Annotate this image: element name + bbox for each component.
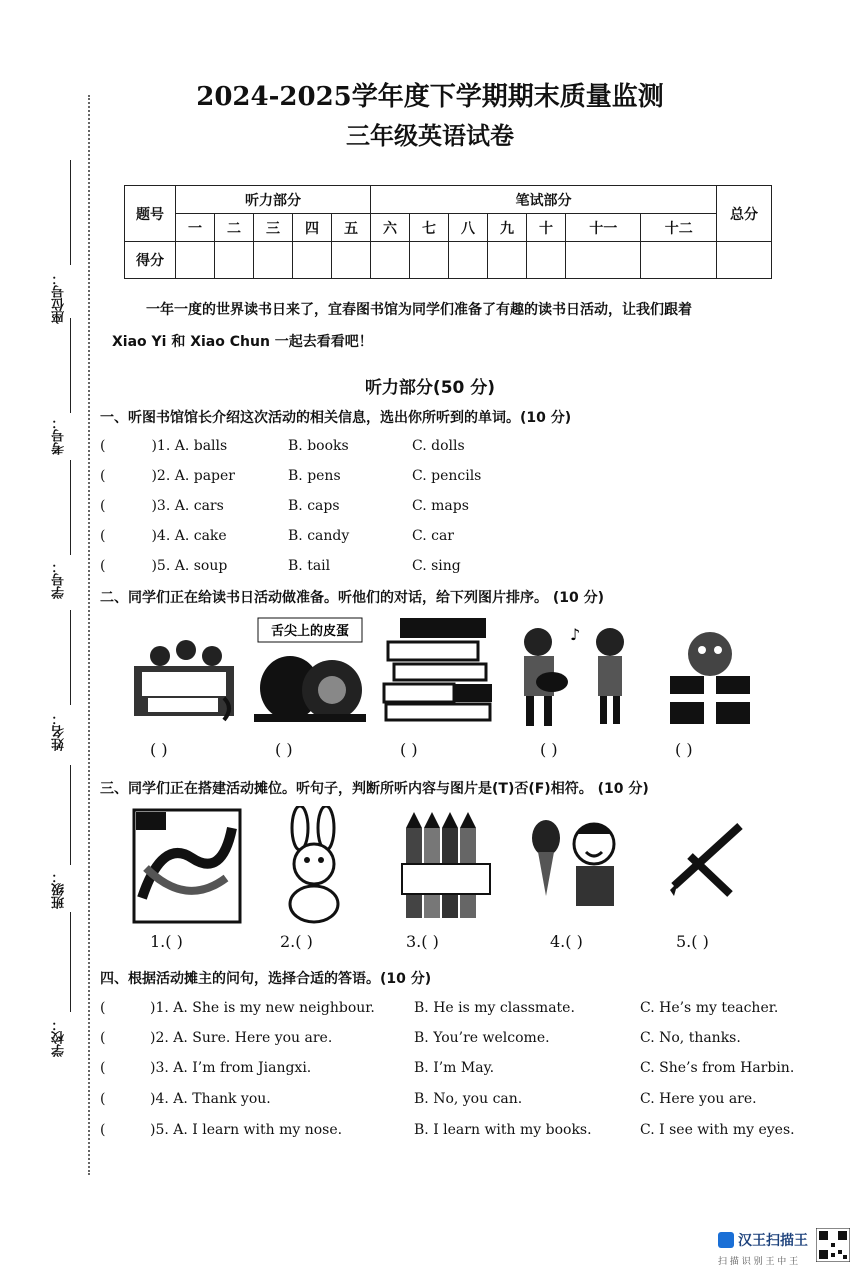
- q5-option-a: )5. A. soup: [151, 558, 228, 574]
- intro-paragraph: [112, 294, 802, 358]
- q4-option-b: B. candy: [288, 528, 350, 544]
- part1-q1: [100, 438, 227, 454]
- q2-option-b: B. pens: [288, 468, 341, 484]
- q3-option-b: B. caps: [288, 498, 340, 514]
- q1-option-b: B. books: [288, 438, 349, 454]
- column-header: 二: [215, 214, 254, 242]
- q4-1-option-b: B. He is my classmate.: [414, 1000, 575, 1016]
- preserved-eggs-caption: 舌尖上的皮蛋: [270, 624, 350, 639]
- answer-blank[interactable]: (: [100, 1030, 106, 1046]
- column-header: 四: [293, 214, 332, 242]
- q4-1-option-c: C. He’s my teacher.: [640, 1000, 779, 1016]
- q1-option-a: )1. A. balls: [151, 438, 228, 454]
- tf-blank-5[interactable]: 5.( ): [676, 932, 709, 951]
- q2-option-a: )2. A. paper: [151, 468, 235, 484]
- answer-blank[interactable]: (: [100, 468, 106, 484]
- qr-code-icon: [816, 1228, 850, 1262]
- q1-option-c: C. dolls: [412, 438, 465, 454]
- student-id-line: [70, 460, 71, 555]
- q4-4-option-a: )4. A. Thank you.: [150, 1091, 271, 1107]
- score-cell[interactable]: [641, 242, 717, 279]
- column-header: 九: [488, 214, 527, 242]
- score-cell[interactable]: [332, 242, 371, 279]
- tf-blank-4[interactable]: 4.( ): [550, 932, 583, 951]
- part3-heading: 三、同学们正在搭建活动摊位。听句子，判断所听内容与图片是(T)否(F)相符。 (10 分): [100, 781, 649, 797]
- column-header: 十一: [566, 214, 641, 242]
- score-cell[interactable]: [293, 242, 332, 279]
- score-cell[interactable]: [566, 242, 641, 279]
- exam-title: 2024-2025学年度下学期期末质量监测: [196, 82, 664, 112]
- q4-5-option-b: B. I learn with my books.: [414, 1122, 592, 1138]
- q5-option-b: B. tail: [288, 558, 331, 574]
- answer-blank[interactable]: (: [100, 1091, 106, 1107]
- score-table: [124, 185, 772, 279]
- answer-blank[interactable]: (: [100, 1000, 106, 1016]
- class-line: [70, 765, 71, 865]
- q4-3-option-a: )3. A. I’m from Jiangxi.: [150, 1060, 312, 1076]
- column-header: 一: [176, 214, 215, 242]
- score-cell[interactable]: [527, 242, 566, 279]
- part1-q3: [100, 498, 224, 514]
- q4-3-option-c: C. She’s from Harbin.: [640, 1060, 795, 1076]
- singers-icon: [510, 620, 634, 728]
- order-blank-3[interactable]: ( ): [400, 740, 418, 759]
- q4-2-option-a: )2. A. Sure. Here you are.: [150, 1030, 333, 1046]
- rabbit-icon: [272, 806, 356, 924]
- q2-option-c: C. pencils: [412, 468, 482, 484]
- order-blank-1[interactable]: ( ): [150, 740, 168, 759]
- q4-option-a: )4. A. cake: [151, 528, 227, 544]
- column-header: 三: [254, 214, 293, 242]
- q4-4-option-b: B. No, you can.: [414, 1091, 523, 1107]
- column-header: 十: [527, 214, 566, 242]
- tf-blank-1[interactable]: 1.( ): [150, 932, 183, 951]
- scanner-logo-icon: [718, 1232, 734, 1248]
- column-header: 七: [410, 214, 449, 242]
- q4-5-option-a: )5. A. I learn with my nose.: [150, 1122, 343, 1138]
- pens-icon: [668, 816, 748, 900]
- score-cell[interactable]: [410, 242, 449, 279]
- total-score-cell[interactable]: [717, 242, 772, 279]
- name-label: 姓名：: [52, 712, 67, 751]
- score-cell[interactable]: [488, 242, 527, 279]
- order-blank-4[interactable]: ( ): [540, 740, 558, 759]
- exam-number-label: 考号：: [52, 416, 67, 455]
- school-line: [70, 912, 71, 1012]
- tf-blank-3[interactable]: 3.( ): [406, 932, 439, 951]
- part2-heading: 二、同学们正在给读书日活动做准备。听他们的对话，给下列图片排序。 (10 分): [100, 590, 605, 606]
- intro-line-2: Xiao Yi 和 Xiao Chun 一起去看看吧！: [112, 334, 373, 350]
- q3-option-a: )3. A. cars: [151, 498, 224, 514]
- part4-heading: 四、根据活动摊主的问句，选择合适的答语。(10 分): [100, 971, 432, 987]
- q4-option-c: C. car: [412, 528, 454, 544]
- seat-number-label: 座位号：: [52, 272, 67, 324]
- exam-number-line: [70, 318, 71, 413]
- order-blank-2[interactable]: ( ): [275, 740, 293, 759]
- preserved-eggs-icon: [254, 616, 366, 724]
- tf-blank-2[interactable]: 2.( ): [280, 932, 313, 951]
- answer-blank[interactable]: (: [100, 1060, 106, 1076]
- music-note-icon: ♪: [570, 625, 581, 644]
- part1-q5: [100, 558, 227, 574]
- q4-1-option-a: )1. A. She is my new neighbour.: [150, 1000, 375, 1016]
- answer-blank[interactable]: (: [100, 528, 106, 544]
- q3-option-c: C. maps: [412, 498, 469, 514]
- class-label: 班级：: [52, 870, 67, 909]
- intro-line-1: 一年一度的世界读书日来了，宜春图书馆为同学们准备了有趣的读书日活动，让我们跟着: [146, 302, 692, 318]
- column-header: 八: [449, 214, 488, 242]
- part1-q4: [100, 528, 227, 544]
- q4-2-option-b: B. You’re welcome.: [414, 1030, 550, 1046]
- binding-dotted-line: [88, 95, 90, 1175]
- score-cell[interactable]: [371, 242, 410, 279]
- score-cell[interactable]: [176, 242, 215, 279]
- name-line: [70, 610, 71, 705]
- gift-box-dog-icon: [660, 620, 760, 728]
- part1-q2: [100, 468, 235, 484]
- q4-2-option-c: C. No, thanks.: [640, 1030, 741, 1046]
- boy-ice-cream-icon: [528, 816, 628, 920]
- total-header: 总分: [717, 186, 772, 242]
- crayons-icon: [398, 808, 494, 920]
- writing-group-header: 笔试部分: [371, 186, 717, 214]
- score-row-label: 得分: [125, 242, 176, 279]
- score-cell[interactable]: [254, 242, 293, 279]
- answer-blank[interactable]: (: [100, 558, 106, 574]
- school-label: 学校：: [52, 1018, 67, 1057]
- answer-blank[interactable]: (: [100, 1122, 106, 1138]
- score-cell[interactable]: [215, 242, 254, 279]
- answer-blank[interactable]: (: [100, 498, 106, 514]
- column-header: 十二: [641, 214, 717, 242]
- listening-section-title: 听力部分(50 分): [364, 378, 496, 398]
- student-id-label: 学号：: [52, 560, 67, 599]
- q5-option-c: C. sing: [412, 558, 461, 574]
- column-header: 六: [371, 214, 410, 242]
- q4-5-option-c: C. I see with my eyes.: [640, 1122, 795, 1138]
- book-stack-icon: [380, 612, 496, 724]
- score-cell[interactable]: [449, 242, 488, 279]
- dragon-book-icon: [132, 808, 242, 924]
- answer-blank[interactable]: (: [100, 438, 106, 454]
- question-number-header: 题号: [125, 186, 176, 242]
- exam-subtitle: 三年级英语试卷: [346, 121, 514, 150]
- q4-3-option-b: B. I’m May.: [414, 1060, 495, 1076]
- scanner-watermark: [718, 1230, 808, 1267]
- order-blank-5[interactable]: ( ): [675, 740, 693, 759]
- q4-4-option-c: C. Here you are.: [640, 1091, 757, 1107]
- part1-heading: 一、听图书馆馆长介绍这次活动的相关信息，选出你所听到的单词。(10 分): [100, 410, 572, 426]
- book-fair-icon: [128, 628, 240, 728]
- column-header: 五: [332, 214, 371, 242]
- listening-group-header: 听力部分: [176, 186, 371, 214]
- scanner-brand-name: 汉王扫描王: [738, 1233, 808, 1249]
- scanner-slogan: 扫 描 识 别 王 中 王: [718, 1257, 799, 1267]
- seat-number-line: [70, 160, 71, 265]
